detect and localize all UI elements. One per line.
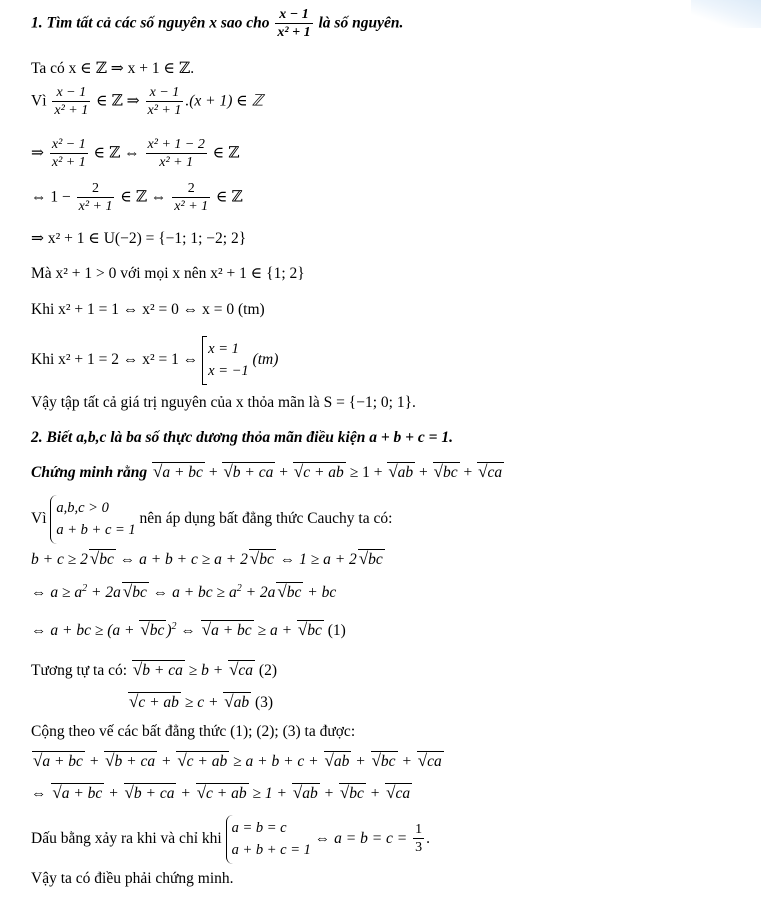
frac-den: x² + 1 (51, 155, 86, 170)
condition-1: a,b,c > 0 (56, 500, 109, 516)
line-conclusion-1: Vậy tập tất cả giá trị nguyên của x thỏa mãn là S = {−1; 0; 1}. (31, 394, 416, 411)
sum-line-1: √ a + bc + √ b + ca + √ c + ab ≥ a + b + c + √ ab + √ bc + √ ca (31, 751, 444, 770)
heading-post: là số nguyên. (314, 14, 404, 32)
frac-num: x − 1 (275, 8, 312, 24)
equality-2: a + b + c = 1 (231, 842, 311, 859)
sqrt-ca: √ ca (477, 462, 504, 481)
tag-2: (2) (258, 662, 277, 679)
line-expand (31, 138, 239, 170)
condition-system (50, 495, 135, 544)
fraction (146, 138, 207, 170)
line-final: Vậy ta có điều phải chứng minh. (31, 870, 234, 887)
line-vi (31, 86, 263, 118)
equality-system (226, 815, 311, 864)
option-1: x = 1 (208, 341, 239, 357)
frac-num: x² − 1 (51, 137, 86, 152)
frac-num: 1 (415, 822, 423, 838)
in-z: ∈ ℤ (212, 144, 240, 162)
line-equality: Dấu bằng xảy ra khi và chỉ khi a = b = c a + b + c = 1 ⇔ a = b = c = $\frac{1}{3}$ . (31, 815, 430, 864)
frac-den: x² + 1 (147, 103, 182, 118)
frac-num: x − 1 (52, 86, 90, 102)
corner-decoration (691, 0, 761, 28)
in-z: ∈ ℤ (93, 144, 121, 162)
option-2: x = −1 (208, 363, 249, 380)
ineq-similar-2: Tương tự ta có: √ b + ca ≥ b + √ ca (2) (31, 660, 277, 679)
heading-var: x (209, 14, 217, 32)
line-reduce (31, 182, 243, 214)
frac-den: x² + 1 (174, 199, 209, 214)
frac-num: x² + 1 − 2 (147, 137, 205, 152)
frac-den: x² + 1 (277, 25, 311, 40)
in-z: ∈ ℤ (216, 188, 243, 206)
line-cauchy (31, 495, 392, 544)
equality-result: ⇔ a = b = c = (314, 830, 408, 848)
sum-line-2: ⇔ √ a + bc + √ b + ca + √ c + ab ≥ 1 + √ ab + √ bc + √ ca (31, 783, 412, 802)
frac-den: 3 (415, 840, 423, 856)
line-taco: Ta có x ∈ ℤ ⇒ x + 1 ∈ ℤ. (31, 60, 195, 77)
section2-heading: 2. Biết a,b,c là ba số thực dương thỏa mãn điều kiện a + b + c = 1. (31, 429, 453, 446)
sqrt-a-bc: √ a + bc (152, 462, 205, 481)
sqrt-b-ca: √ b + ca (222, 462, 275, 481)
tag-1: (1) (327, 622, 346, 639)
implies-symbol: ⇒ (31, 144, 44, 162)
khi2-pre: Khi x² + 1 = 2 ⇔ x² = 1 ⇔ (31, 351, 199, 369)
ineq-step-3: ⇔ a + bc ≥ (a + √ bc )$^2$ ⇔ √ a + bc ≥ a + √ bc (1) (31, 620, 346, 639)
fraction (146, 86, 184, 118)
option-bracket (202, 336, 249, 385)
heading-mid: sao cho (217, 14, 270, 32)
vi-label: Vì (31, 92, 47, 110)
ineq-step-2: ⇔ $a \ge a^2 + 2a√$ bc ⇔ a + bc ≥ $a^2 + 2a√$ bc + bc (31, 582, 336, 601)
line-cong-theo: Cộng theo vế các bất đẳng thức (1); (2); (3) ta được: (31, 723, 356, 740)
khi2-post: (tm) (252, 351, 279, 369)
prove-label: Chứng minh rằng (31, 464, 148, 481)
fraction (50, 138, 88, 170)
tuong-tu-label: Tương tự ta có: (31, 662, 128, 679)
fraction (52, 86, 90, 118)
frac-den: x² + 1 (159, 155, 194, 170)
in-z: ∈ ℤ (120, 188, 148, 206)
fraction-one-third (413, 823, 424, 855)
line-khi2 (31, 336, 278, 385)
vi-label: Vì (31, 510, 47, 528)
frac-num: x − 1 (146, 86, 184, 102)
vi-end: .(x + 1) ∈ ℤ (185, 92, 264, 110)
frac-den: x² + 1 (54, 103, 89, 118)
line-khi1: Khi x² + 1 = 1 ⇔ x² = 0 ⇔ x = 0 (tm) (31, 301, 265, 318)
sqrt-bc: √ bc (433, 462, 460, 481)
fraction (275, 8, 312, 40)
ineq-similar-3: √ c + ab ≥ c + √ ab (3) (127, 692, 273, 711)
frac-den: x² + 1 (78, 199, 113, 214)
section1-heading (31, 8, 403, 40)
frac-num: 2 (77, 182, 115, 198)
fraction (77, 182, 115, 214)
sqrt-ab: √ ab (387, 462, 415, 481)
line-prove: Chứng minh rằng √ a + bc + √ b + ca + √ c + ab ≥ 1 + √ ab + √ bc + √ ca (31, 462, 504, 481)
fraction (172, 182, 210, 214)
dau-bang-label: Dấu bằng xảy ra khi và chỉ khi (31, 830, 222, 848)
line-divisor: ⇒ x² + 1 ∈ U(−2) = {−1; 1; −2; 2} (31, 230, 247, 247)
vi-mid: ∈ ℤ ⇒ (96, 92, 140, 110)
line-ma: Mà x² + 1 > 0 với mọi x nên x² + 1 ∈ {1; 2} (31, 265, 305, 282)
frac-num: 2 (172, 182, 210, 198)
equiv-symbol: ⇔ (124, 144, 140, 162)
equality-1: a = b = c (231, 820, 287, 836)
equiv-symbol: ⇔ (150, 188, 167, 206)
sqrt-c-ab: √ c + ab (293, 462, 346, 481)
heading-text: 1. Tìm tất cả các số nguyên (31, 14, 210, 32)
ineq-step-1: b + c ≥ 2√ bc ⇔ a + b + c ≥ a + 2√ bc ⇔ 1 ≥ a + 2√ bc (31, 549, 385, 568)
cauchy-text: nên áp dụng bất đẳng thức Cauchy ta có: (139, 510, 393, 528)
condition-2: a + b + c = 1 (56, 522, 136, 539)
tag-3: (3) (255, 694, 274, 711)
one-minus: ⇔ 1 − (31, 188, 71, 206)
